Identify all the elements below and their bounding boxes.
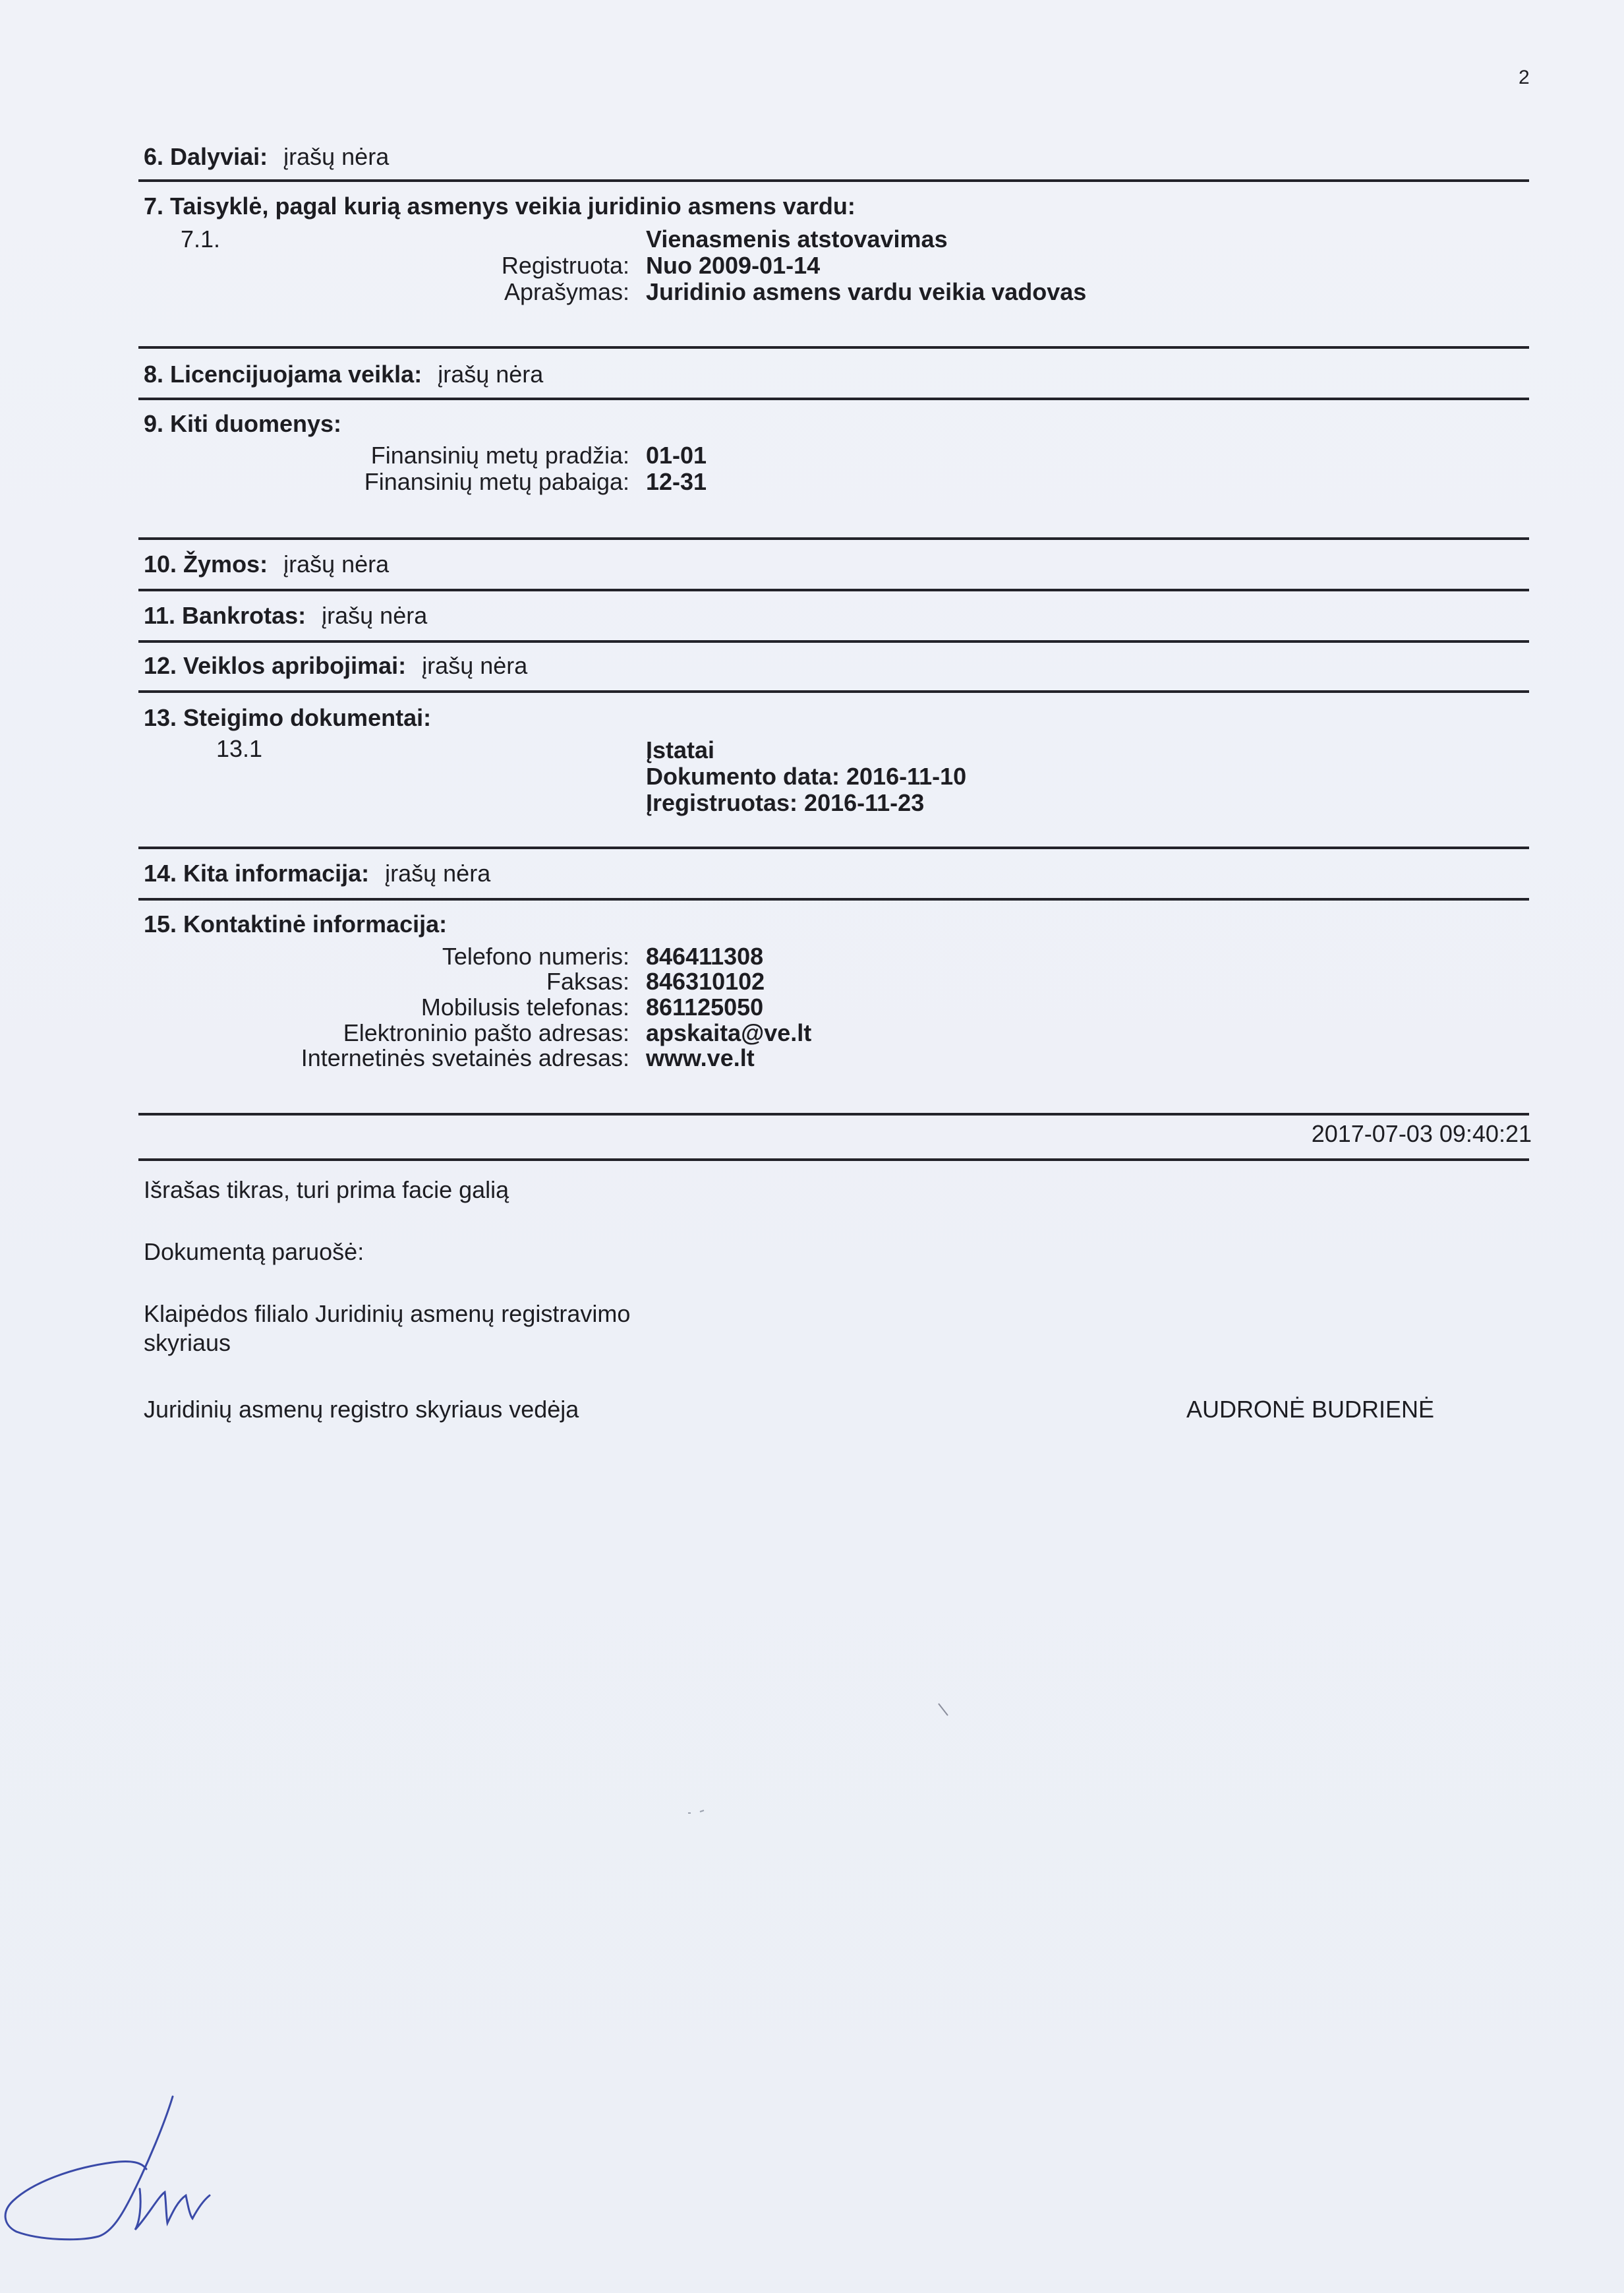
fiscal-year-end-label: Finansinių metų pabaiga:	[364, 468, 629, 495]
position-title: Juridinių asmenų registro skyriaus vedėja	[144, 1396, 579, 1423]
certification-text: Išrašas tikras, turi prima facie galią	[144, 1176, 509, 1203]
page-number: 2	[1519, 67, 1530, 88]
description-label: Aprašymas:	[504, 278, 629, 305]
phone-value: 846411308	[646, 943, 764, 970]
section-6	[144, 144, 389, 170]
website-value: www.ve.lt	[646, 1044, 755, 1071]
divider	[138, 398, 1529, 400]
divider	[138, 1113, 1529, 1116]
handwritten-signature	[0, 2083, 277, 2255]
department-line-2: skyriaus	[144, 1329, 231, 1356]
section-7-heading: 7. Taisyklė, pagal kurią asmenys veikia juridinio asmens vardu:	[144, 193, 856, 220]
email-value: apskaita@ve.lt	[646, 1019, 812, 1046]
registered-value: Nuo 2009-01-14	[646, 252, 821, 279]
divider	[138, 640, 1529, 643]
section-9-heading: 9. Kiti duomenys:	[144, 410, 342, 437]
section-14	[144, 860, 490, 887]
department-line-1: Klaipėdos filialo Juridinių asmenų registravimo	[144, 1300, 631, 1327]
divider	[138, 1158, 1529, 1161]
fiscal-year-start-label: Finansinių metų pradžia:	[370, 442, 629, 469]
website-label: Internetinės svetainės adresas:	[301, 1044, 629, 1071]
section-14-value: įrašų nėra	[385, 860, 491, 887]
document-registered: Įregistruotas: 2016-11-23	[646, 789, 925, 816]
divider	[138, 847, 1529, 849]
fax-value: 846310102	[646, 968, 765, 995]
section-7-item-title: Vienasmenis atstovavimas	[646, 225, 948, 253]
section-10	[144, 551, 389, 578]
section-13-heading: 13. Steigimo dokumentai:	[144, 704, 432, 731]
fiscal-year-start-value: 01-01	[646, 442, 707, 469]
prepared-by-text: Dokumentą paruošė:	[144, 1238, 364, 1265]
section-11-value: įrašų nėra	[322, 602, 428, 629]
divider	[138, 898, 1529, 901]
signer-name: AUDRONĖ BUDRIENĖ	[1186, 1396, 1435, 1423]
document-date: Dokumento data: 2016-11-10	[646, 763, 967, 790]
divider	[138, 589, 1529, 591]
phone-label: Telefono numeris:	[442, 943, 629, 970]
description-value: Juridinio asmens vardu veikia vadovas	[646, 278, 1087, 305]
divider	[138, 179, 1529, 182]
section-12-value: įrašų nėra	[422, 652, 528, 679]
section-14-heading: 14. Kita informacija:	[144, 860, 370, 887]
section-6-value: įrašų nėra	[283, 143, 390, 170]
section-7-item-number: 7.1.	[181, 225, 221, 253]
mobile-value: 861125050	[646, 994, 764, 1021]
divider	[138, 537, 1529, 540]
section-8-value: įrašų nėra	[438, 361, 544, 388]
mobile-label: Mobilusis telefonas:	[420, 994, 629, 1021]
section-12	[144, 653, 527, 679]
fiscal-year-end-value: 12-31	[646, 468, 707, 495]
divider	[138, 346, 1529, 349]
section-6-heading: 6. Dalyviai:	[144, 143, 268, 170]
section-13-item-number: 13.1	[216, 735, 263, 762]
section-10-value: įrašų nėra	[283, 551, 390, 578]
divider	[138, 690, 1529, 693]
timestamp: 2017-07-03 09:40:21	[1311, 1120, 1532, 1147]
section-11-heading: 11. Bankrotas:	[144, 602, 306, 629]
section-8	[144, 361, 543, 388]
section-10-heading: 10. Žymos:	[144, 551, 268, 578]
section-8-heading: 8. Licencijuojama veikla:	[144, 361, 422, 388]
email-label: Elektroninio pašto adresas:	[343, 1019, 629, 1046]
document-title: Įstatai	[646, 736, 715, 763]
registered-label: Registruota:	[501, 252, 629, 279]
scan-mark	[685, 1806, 712, 1820]
section-11	[144, 603, 427, 629]
fax-label: Faksas:	[546, 968, 629, 995]
section-15-heading: 15. Kontaktinė informacija:	[144, 910, 448, 938]
section-12-heading: 12. Veiklos apribojimai:	[144, 652, 407, 679]
scan-mark	[936, 1701, 962, 1727]
